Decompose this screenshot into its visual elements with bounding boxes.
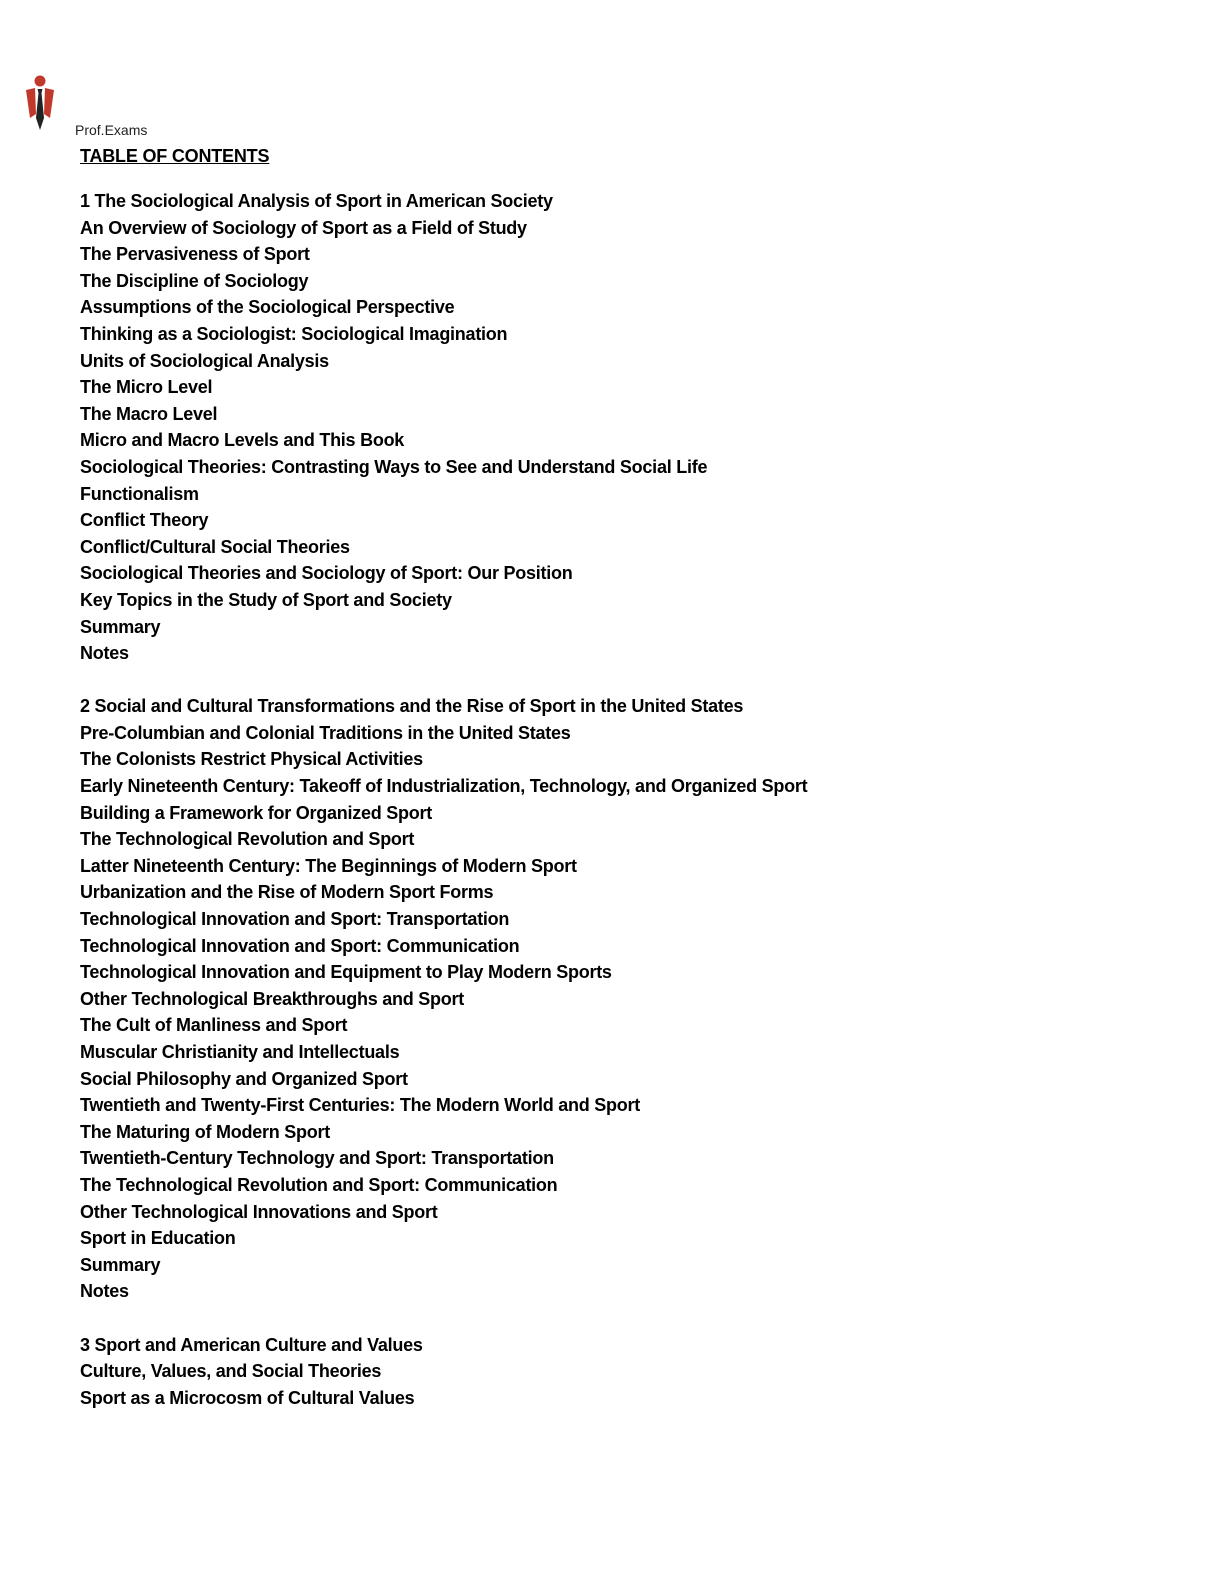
toc-entry: The Pervasiveness of Sport xyxy=(80,244,310,265)
toc-entry: An Overview of Sociology of Sport as a Field of Study xyxy=(80,217,527,238)
table-of-contents xyxy=(80,188,1160,1438)
toc-entry: Pre-Columbian and Colonial Traditions in the United States xyxy=(80,722,571,743)
toc-entry: Sport as a Microcosm of Cultural Values xyxy=(80,1387,415,1408)
toc-entry: Urbanization and the Rise of Modern Sport Forms xyxy=(80,882,494,903)
chapter-heading: 3 Sport and American Culture and Values xyxy=(80,1334,423,1355)
toc-entry: Technological Innovation and Equipment to Play Modern Sports xyxy=(80,962,612,983)
toc-entry: Summary xyxy=(80,1254,161,1275)
toc-entry: Twentieth and Twenty-First Centuries: The Modern World and Sport xyxy=(80,1095,641,1116)
toc-entry: Technological Innovation and Sport: Communication xyxy=(80,935,520,956)
toc-entry: Twentieth-Century Technology and Sport: Transportation xyxy=(80,1148,554,1169)
toc-entry: Thinking as a Sociologist: Sociological Imagination xyxy=(80,323,508,344)
chapter-block xyxy=(80,1332,1160,1412)
chapter-heading: 2 Social and Cultural Transformations and the Rise of Sport in the United States xyxy=(80,696,744,717)
toc-entry: Other Technological Innovations and Sport xyxy=(80,1201,438,1222)
prof-exams-logo-icon xyxy=(22,74,58,134)
toc-entry: The Technological Revolution and Sport xyxy=(80,829,415,850)
toc-entry: The Colonists Restrict Physical Activities xyxy=(80,749,423,770)
toc-entry: The Technological Revolution and Sport: Communication xyxy=(80,1174,558,1195)
toc-entry: Culture, Values, and Social Theories xyxy=(80,1361,382,1382)
toc-title: TABLE OF CONTENTS xyxy=(80,146,270,166)
toc-entry: Sociological Theories and Sociology of Sport: Our Position xyxy=(80,563,573,584)
toc-entry: Units of Sociological Analysis xyxy=(80,350,329,371)
toc-entry: Other Technological Breakthroughs and Sport xyxy=(80,988,464,1009)
toc-entry: Key Topics in the Study of Sport and Society xyxy=(80,589,452,610)
toc-entry: Conflict Theory xyxy=(80,510,209,531)
toc-entry: Early Nineteenth Century: Takeoff of Industrialization, Technology, and Organized Sport xyxy=(80,776,808,797)
chapter-block xyxy=(80,693,1160,1305)
toc-entry: Functionalism xyxy=(80,483,199,504)
toc-entry: Building a Framework for Organized Sport xyxy=(80,802,433,823)
toc-entry: Technological Innovation and Sport: Transportation xyxy=(80,909,510,930)
toc-entry: The Maturing of Modern Sport xyxy=(80,1121,330,1142)
chapter-heading: 1 The Sociological Analysis of Sport in American Society xyxy=(80,191,553,211)
toc-entry: Summary xyxy=(80,616,161,637)
brand-name: Prof.Exams xyxy=(75,122,148,138)
chapter-block xyxy=(80,188,1160,667)
toc-entry: Notes xyxy=(80,643,129,664)
toc-entry: Conflict/Cultural Social Theories xyxy=(80,536,350,557)
toc-entry: The Discipline of Sociology xyxy=(80,270,309,291)
toc-entry: The Micro Level xyxy=(80,377,213,398)
toc-entry: Sociological Theories: Contrasting Ways to See and Understand Social Life xyxy=(80,456,708,477)
toc-entry: Notes xyxy=(80,1281,129,1302)
toc-entry: Assumptions of the Sociological Perspective xyxy=(80,297,455,318)
toc-entry: Muscular Christianity and Intellectuals xyxy=(80,1042,400,1062)
toc-entry: Micro and Macro Levels and This Book xyxy=(80,430,405,451)
toc-entry: Latter Nineteenth Century: The Beginnings of Modern Sport xyxy=(80,855,577,876)
toc-entry: The Macro Level xyxy=(80,403,218,424)
toc-entry: Social Philosophy and Organized Sport xyxy=(80,1068,408,1089)
toc-entry: Sport in Education xyxy=(80,1228,236,1249)
toc-entry: The Cult of Manliness and Sport xyxy=(80,1015,348,1036)
